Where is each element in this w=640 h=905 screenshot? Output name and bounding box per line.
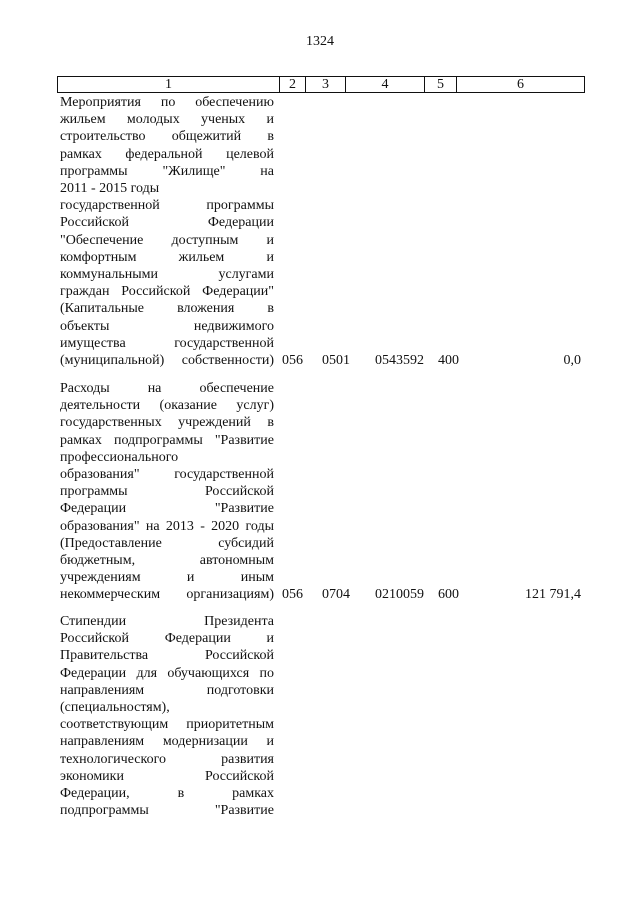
ministry-code: 056: [282, 587, 303, 602]
description-line: программы Российской: [60, 484, 274, 500]
section-code: 0704: [322, 587, 350, 602]
column-header-6: 6: [457, 77, 585, 93]
description-line: Российской Федерации: [60, 215, 274, 231]
description-line: образования" на 2013 - 2020 годы: [60, 518, 274, 534]
column-header-5: 5: [425, 77, 457, 93]
row-description: [60, 380, 274, 604]
column-header-row: [58, 77, 585, 93]
description-line: рамках подпрограммы "Развитие: [60, 432, 274, 448]
description-line: (Капитальные вложения в: [60, 301, 274, 317]
description-line: профессионального: [60, 449, 179, 465]
column-header-table: [57, 76, 585, 93]
description-line: коммунальными услугами: [60, 267, 274, 283]
description-line: направлениям модернизации и: [60, 734, 274, 750]
section-code: 0501: [322, 353, 350, 368]
description-line: Федерации, в рамках: [60, 786, 274, 802]
description-line: (Предоставление субсидий: [60, 535, 274, 551]
description-line: технологического развития: [60, 751, 274, 767]
description-line: государственной программы: [60, 198, 274, 214]
description-line: (муниципальной) собственности): [60, 353, 274, 369]
expense-type-code: 400: [438, 353, 459, 368]
amount-value: 0,0: [563, 353, 581, 368]
description-line: Правительства Российской: [60, 648, 274, 664]
description-line: бюджетным, автономным: [60, 553, 274, 569]
description-line: объекты недвижимого: [60, 318, 274, 334]
description-line: деятельности (оказание услуг): [60, 398, 274, 414]
description-line: комфортным жильем и: [60, 249, 274, 265]
description-line: образования" государственной: [60, 467, 274, 483]
description-line: Расходы на обеспечение: [60, 381, 274, 396]
description-line: жильем молодых ученых и: [60, 112, 274, 128]
description-line: экономики Российской: [60, 768, 274, 784]
description-line: имущества государственной: [60, 335, 274, 351]
description-line: направлениям подготовки: [60, 682, 274, 698]
description-line: программы "Жилище" на: [60, 163, 274, 179]
description-line: Мероприятия по обеспечению: [60, 95, 274, 110]
description-line: учреждениям и иным: [60, 570, 274, 586]
description-line: государственных учреждений в: [60, 415, 274, 431]
expense-type-code: 600: [438, 587, 459, 602]
description-line: Федерации для обучающихся по: [60, 665, 274, 681]
description-line: Стипендии Президента: [60, 614, 274, 629]
description-line: Федерации "Развитие: [60, 501, 274, 517]
ministry-code: 056: [282, 353, 303, 368]
description-line: 2011 - 2015 годы: [60, 181, 160, 197]
description-line: строительство общежитий в: [60, 129, 274, 145]
amount-value: 121 791,4: [525, 587, 581, 602]
target-code: 0210059: [375, 587, 424, 602]
description-line: "Обеспечение доступным и: [60, 232, 274, 248]
description-line: соответствующим приоритетным: [60, 717, 274, 733]
description-line: (специальностям),: [60, 700, 170, 716]
description-line: рамках федеральной целевой: [60, 146, 274, 162]
column-header-3: 3: [306, 77, 346, 93]
row-description: [60, 613, 274, 819]
column-header-2: 2: [280, 77, 306, 93]
description-line: некоммерческим организациям): [60, 587, 274, 603]
description-line: Российской Федерации и: [60, 631, 274, 647]
column-header-4: 4: [346, 77, 425, 93]
target-code: 0543592: [375, 353, 424, 368]
column-header-1: 1: [58, 77, 280, 93]
description-line: граждан Российской Федерации": [60, 284, 274, 300]
row-description: [60, 94, 274, 369]
page-number: 1324: [306, 34, 334, 49]
description-line: подпрограммы "Развитие: [60, 803, 274, 819]
